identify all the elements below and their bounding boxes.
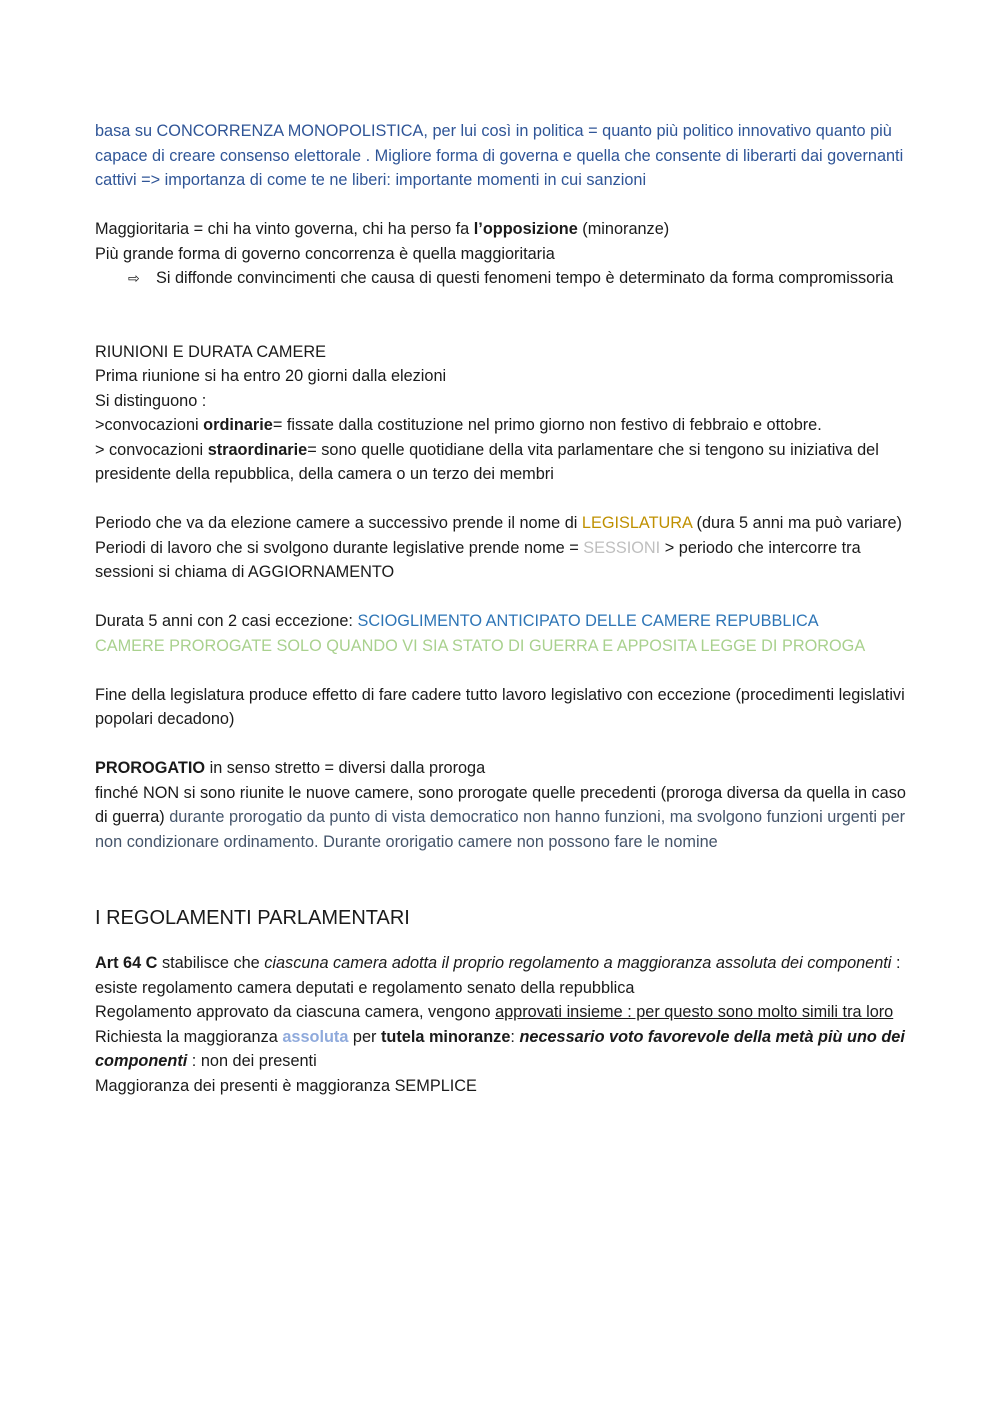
periodo-line-2 <box>95 536 910 585</box>
text-run: Maggioritaria = chi ha vinto governa, chi ha perso fa <box>95 220 474 238</box>
text-run: Periodi di lavoro che si svolgono durante legislative prende nome = <box>95 538 584 557</box>
text-run: Periodo che va da elezione camere a successivo prende il nome di <box>95 514 582 532</box>
durata-line <box>95 609 910 634</box>
text-run: = fissate dalla costituzione nel primo giorno non festivo di febbraio e ottobre. <box>272 416 822 434</box>
bold-term: tutela minoranze <box>381 1027 511 1046</box>
arrow-right-icon: ⇨ <box>128 270 140 286</box>
spacer <box>95 487 910 512</box>
section-title-regolamenti: I REGOLAMENTI PARLAMENTARI <box>95 907 410 929</box>
fine-paragraph: Fine della legislatura produce effetto di fare cadere tutto lavoro legislativo con eccezione (procedimenti legislativi popolari decadono) <box>95 685 905 728</box>
maggioritaria-line-2: Più grande forma di governo concorrenza è quella maggioritaria <box>95 244 555 263</box>
bold-term: ordinarie <box>203 416 273 434</box>
spacer <box>95 658 910 683</box>
bold-term: straordinarie <box>207 440 308 459</box>
text-run: = sono quelle quotidiane della vita parlamentare che si tengono su iniziativa del presidente della repubblica, della camera o un terzo dei membri <box>95 440 879 483</box>
text-run: >convocazioni <box>95 416 204 434</box>
text-run: : esiste regolamento camera deputati e regolamento senato della repubblica <box>95 954 901 997</box>
text-run: > periodo che intercorre tra sessioni si chiama di AGGIORNAMENTO <box>95 538 861 581</box>
text-run: (minoranze) <box>577 220 670 238</box>
prorogatio-line <box>95 756 910 781</box>
regolamento-paragraph <box>95 1000 910 1025</box>
richiesta-paragraph <box>95 1025 910 1074</box>
bold-term: Art 64 C <box>95 954 158 972</box>
intro-paragraph: basa su CONCORRENZA MONOPOLISTICA, per lui così in politica = quanto più politico innovativo quanto più capace di creare consenso elettorale . Migliore forma di governa e quella che consente di liberarti dai governanti cattivi => importanza di come te ne liberi: importante momenti in cui sanzioni <box>95 122 904 189</box>
bullet-text: Si diffonde convincimenti che causa di questi fenomeni tempo è determinato da forma compromissoria <box>156 269 894 287</box>
highlight-term: SCIOGLIMENTO ANTICIPATO DELLE CAMERE REPUBBLICA <box>357 612 819 630</box>
spacer <box>95 585 910 610</box>
text-run: in senso stretto = diversi dalla proroga <box>205 759 486 777</box>
spacer <box>95 291 910 340</box>
riunioni-line-1: Prima riunione si ha entro 20 giorni dalla elezioni <box>95 367 447 385</box>
maggioritaria-line <box>95 217 910 242</box>
underlined-text: approvati insieme : per questo sono molto simili tra loro <box>495 1003 894 1021</box>
spacer <box>95 732 910 757</box>
text-run: Regolamento approvato da ciascuna camera, vengono <box>95 1003 496 1021</box>
text-run: > convocazioni <box>95 440 208 459</box>
section-title-riunioni: RIUNIONI E DURATA CAMERE <box>95 342 326 361</box>
text-run: stabilisce che <box>157 954 265 972</box>
riunioni-line-2: Si distinguono : <box>95 391 207 410</box>
highlight-term: assoluta <box>282 1027 349 1046</box>
italic-text: ciascuna camera adotta il proprio regolamento a maggioranza assoluta dei componenti <box>264 954 892 972</box>
bold-term: l’opposizione <box>473 220 578 238</box>
highlight-term: SESSIONI <box>583 538 661 557</box>
text-run: : non dei presenti <box>187 1052 317 1070</box>
convocazioni-straordinarie <box>95 438 910 487</box>
text-run: (dura 5 anni ma può variare) <box>692 514 902 532</box>
highlight-text: durante prorogatio da punto di vista democratico non hanno funzioni, ma svolgono funzioni urgenti per non condizionare ordinamento. Durante ororigatio camere non possono fare le nomine <box>95 808 906 851</box>
text-run: : <box>510 1027 520 1046</box>
semplice-line: Maggioranza dei presenti è maggioranza SEMPLICE <box>95 1076 477 1095</box>
text-run: finché NON si sono riunite le nuove camere, sono prorogate quelle precedenti (proroga diversa da quella in caso di guerra) <box>95 783 906 826</box>
text-run: per <box>348 1027 381 1046</box>
spacer <box>95 193 910 218</box>
convocazioni-ordinarie <box>95 413 910 438</box>
text-run: Richiesta la maggioranza <box>95 1027 283 1046</box>
art64-paragraph <box>95 951 910 1000</box>
periodo-line-1 <box>95 511 910 536</box>
document-page <box>95 119 910 1098</box>
text-run: Durata 5 anni con 2 casi eccezione: <box>95 612 358 630</box>
bullet-item <box>95 266 910 291</box>
durata-line-2: CAMERE PROROGATE SOLO QUANDO VI SIA STATO DI GUERRA E APPOSITA LEGGE DI PROROGA <box>95 636 866 655</box>
prorogatio-paragraph <box>95 781 910 855</box>
bold-italic-text: necessario voto favorevole della metà più uno dei componenti <box>95 1027 905 1070</box>
bold-term: PROROGATIO <box>95 759 206 777</box>
spacer <box>95 854 910 903</box>
highlight-term: LEGISLATURA <box>581 514 692 532</box>
